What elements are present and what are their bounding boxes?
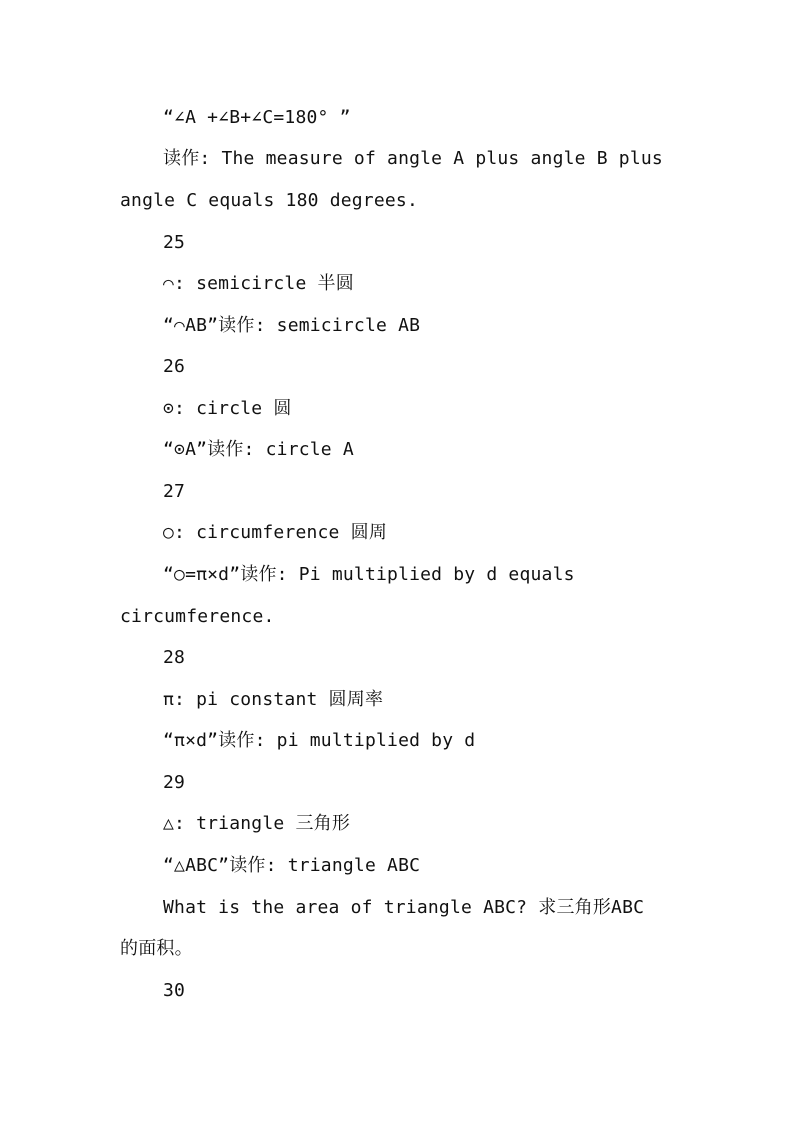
- triangle-reading: “△ABC”读作: triangle ABC: [163, 855, 421, 876]
- item-number-25: 25: [163, 232, 186, 253]
- triangle-definition: △: triangle 三角形: [163, 813, 351, 834]
- circumference-reading-line-2: circumference.: [120, 606, 275, 627]
- circumference-reading-line-1: “○=π×d”读作: Pi multiplied by d equals: [163, 564, 575, 585]
- triangle-question-line-2: 的面积。: [120, 938, 193, 959]
- circumference-definition: ○: circumference 圆周: [163, 522, 388, 543]
- pi-reading: “π×d”读作: pi multiplied by d: [163, 730, 476, 751]
- circle-reading: “⊙A”读作: circle A: [163, 439, 354, 460]
- pi-definition: π: pi constant 圆周率: [163, 689, 384, 710]
- item-number-30: 30: [163, 980, 186, 1001]
- reading-angle-sum-line-1: 读作: The measure of angle A plus angle B plus: [163, 148, 663, 169]
- formula-angle-sum: “∠A +∠B+∠C=180° ”: [163, 107, 351, 128]
- semicircle-reading: “⌒AB”读作: semicircle AB: [163, 315, 421, 336]
- semicircle-definition: ⌒: semicircle 半圆: [163, 273, 354, 294]
- item-number-26: 26: [163, 356, 186, 377]
- item-number-28: 28: [163, 647, 186, 668]
- circle-definition: ⊙: circle 圆: [163, 398, 292, 419]
- item-number-27: 27: [163, 481, 186, 502]
- item-number-29: 29: [163, 772, 186, 793]
- reading-angle-sum-line-2: angle C equals 180 degrees.: [120, 190, 418, 211]
- triangle-question-line-1: What is the area of triangle ABC? 求三角形ABC: [163, 897, 645, 918]
